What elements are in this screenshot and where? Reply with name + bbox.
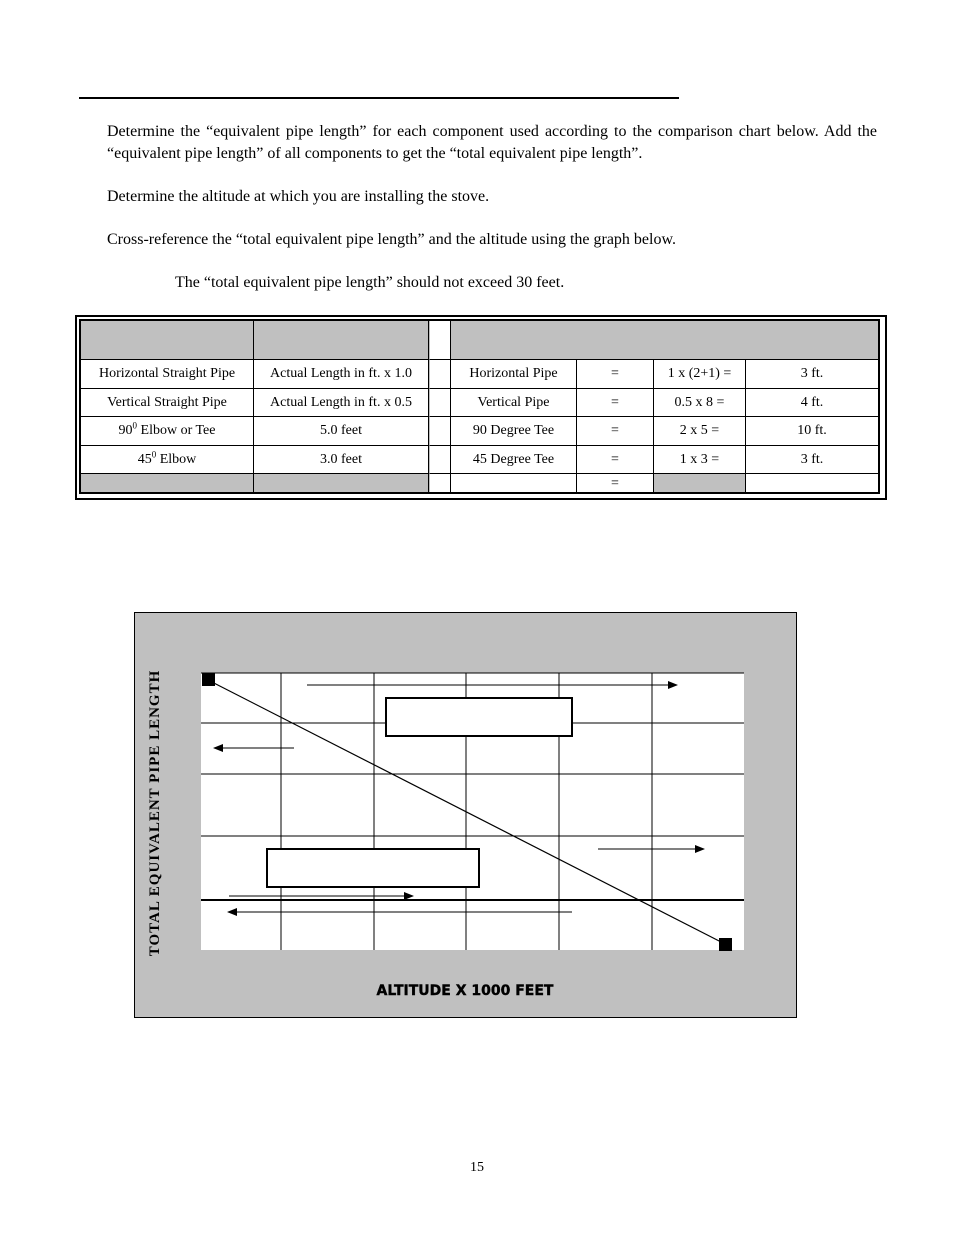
table-cell-equals: =: [577, 389, 654, 417]
table-separator: [429, 446, 451, 474]
table-separator: [429, 389, 451, 417]
table-cell-component: [81, 417, 254, 446]
altitude-graph: [134, 612, 797, 1018]
table-cell-equals: =: [577, 360, 654, 389]
table-total-result: [746, 474, 878, 492]
table-cell-calc: 0.5 x 8 =: [654, 389, 746, 417]
instruction-note: The “total equivalent pipe length” should not exceed 30 feet.: [175, 274, 565, 291]
table-cell-equivalent: Actual Length in ft. x 0.5: [254, 389, 429, 417]
component-name: Elbow or Tee: [137, 423, 216, 438]
table-total-example: [451, 474, 577, 492]
table-separator: [429, 321, 451, 360]
table-cell-equals: =: [577, 417, 654, 446]
table-cell-example: 45 Degree Tee: [451, 446, 577, 474]
table-total-label: [81, 474, 254, 492]
instruction-paragraph-1: Determine the “equivalent pipe length” for each component used according to the comparison chart below. Add the “equivalent pipe length” of all components to get the “total equivalent pipe length”.: [107, 123, 877, 162]
table-cell-calc: 1 x (2+1) =: [654, 360, 746, 389]
table-cell-example: Vertical Pipe: [451, 389, 577, 417]
table-cell-result: 3 ft.: [746, 446, 878, 474]
table-cell-equivalent: 3.0 feet: [254, 446, 429, 474]
table-header-example: [451, 321, 878, 360]
instruction-paragraph-2: Determine the altitude at which you are installing the stove.: [107, 188, 490, 205]
table-cell-component: Horizontal Straight Pipe: [81, 360, 254, 389]
table-cell-equals: =: [577, 446, 654, 474]
table-cell-example: 90 Degree Tee: [451, 417, 577, 446]
trend-line-start-marker: [202, 673, 215, 686]
component-number: 90: [118, 423, 133, 438]
component-name: Elbow: [156, 452, 197, 467]
table-separator: [429, 417, 451, 446]
table-separator: [429, 474, 451, 492]
component-number: 45: [137, 452, 152, 467]
table-total-equals: =: [577, 474, 654, 492]
degree-superscript: 0: [151, 449, 157, 460]
table-cell-component: [81, 446, 254, 474]
table-cell-calc: 1 x 3 =: [654, 446, 746, 474]
table-cell-component: Vertical Straight Pipe: [81, 389, 254, 417]
x-axis-label: ALTITUDE X 1000 FEET: [376, 983, 554, 999]
callout-box-upper: [386, 698, 572, 736]
table-separator: [429, 360, 451, 389]
degree-superscript: 0: [132, 420, 138, 431]
table-total-calc: [654, 474, 746, 492]
altitude-graph-svg: [135, 613, 796, 1017]
table-cell-example: Horizontal Pipe: [451, 360, 577, 389]
table-total-blank: [254, 474, 429, 492]
y-axis-label: TOTAL EQUIVALENT PIPE LENGTH: [147, 669, 163, 957]
page-number: 15: [470, 1160, 484, 1175]
table-cell-result: 10 ft.: [746, 417, 878, 446]
table-header-equivalent: [254, 321, 429, 360]
callout-box-lower: [267, 849, 479, 887]
table-cell-result: 3 ft.: [746, 360, 878, 389]
table-cell-equivalent: 5.0 feet: [254, 417, 429, 446]
instruction-paragraph-3: Cross-reference the “total equivalent pipe length” and the altitude using the graph below.: [107, 231, 676, 248]
table-cell-result: 4 ft.: [746, 389, 878, 417]
comparison-table: [79, 319, 880, 494]
table-cell-equivalent: Actual Length in ft. x 1.0: [254, 360, 429, 389]
table-header-component: [81, 321, 254, 360]
section-rule: [79, 97, 679, 99]
trend-line-end-marker: [719, 938, 732, 951]
table-cell-calc: 2 x 5 =: [654, 417, 746, 446]
